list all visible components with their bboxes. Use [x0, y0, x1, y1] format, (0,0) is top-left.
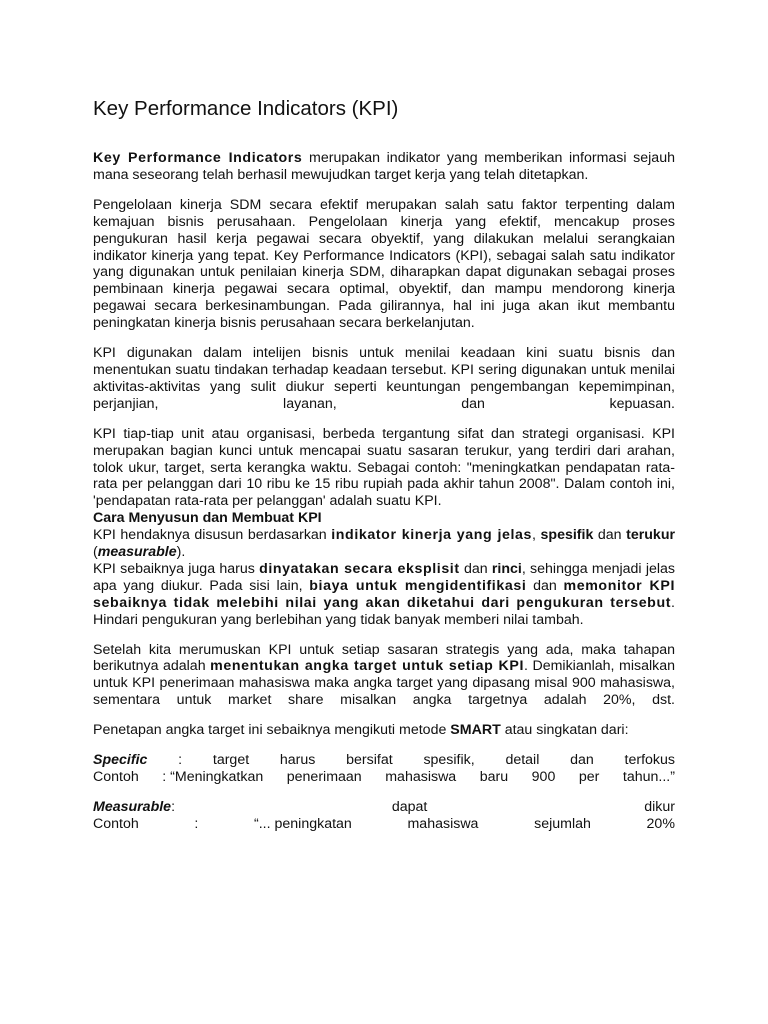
paragraph-smart: Penetapan angka target ini sebaiknya mengikuti metode SMART atau singkatan dari:	[93, 722, 629, 739]
specific-label: Specific	[93, 752, 148, 769]
paragraph-kpi-jelas: KPI hendaknya disusun berdasarkan indikator kinerja yang jelas, spesifik dan terukur (measurable).	[93, 527, 676, 561]
page-title: Key Performance Indicators (KPI)	[93, 97, 399, 120]
section-heading: Cara Menyusun dan Membuat KPI	[93, 510, 322, 527]
spacer	[93, 786, 675, 799]
measurable-example-line: Contoh : “... peningkatan mahasiswa sejumlah 20%	[93, 815, 675, 832]
document-body	[93, 150, 675, 833]
paragraph-angka-target: Setelah kita merumuskan KPI untuk setiap sasaran strategis yang ada, maka tahapan berikutnya adalah menentukan angka target untuk setiap KPI. Demikianlah, misalkan untuk KPI penerimaan mahasiswa maka angka target yang dipasang misal 900 mahasiswa, sementara untuk market share misalkan angka targetnya adalah 20%, dst.	[93, 641, 675, 709]
paragraph-pengelolaan: Pengelolaan kinerja SDM secara efektif merupakan salah satu faktor terpenting dalam kemajuan bisnis perusahaan. Pengelolaan kinerja yang efektif, mencakup proses pengukuran hasil kerja pegawai secara obyektif, yang dilakukan melalui serangkaian indikator kinerja yang tepat. Key Performance Indicators (KPI), sebagai salah satu indikator yang digunakan untuk penilaian kinerja SDM, diharapkan dapat digunakan sebagai proses pembinaan kinerja pegawai secara optimal, obyektif, dan mampu mendorong kinerja pegawai secara berkesinambungan. Pada gilirannya, hal ini juga akan ikut membantu peningkatan kinerja bisnis perusahaan secara berkelanjutan.	[93, 196, 675, 332]
measurable-label: Measurable	[93, 798, 172, 815]
paragraph-intelijen-bisnis: KPI digunakan dalam intelijen bisnis untuk menilai keadaan kini suatu bisnis dan menentukan suatu tindakan terhadap keadaan tersebut. KPI sering digunakan untuk menilai aktivitas-aktivitas yang sulit diukur seperti keuntungan pengembangan kepemimpinan, perjanjian, layanan, dan kepuasan.	[93, 345, 675, 412]
paragraph-unit-organisasi: KPI tiap-tiap unit atau organisasi, berbeda tergantung sifat dan strategi organisasi. KPI merupakan bagian kunci untuk mencapai suatu sasaran terukur, yang terdiri dari arahan, tolok ukur, target, serta kerangka waktu. Sebagai contoh: "meningkatkan pendapatan rata-rata per pelanggan dari 10 ribu ke 15 ribu rupiah pada akhir tahun 2008". Dalam contoh ini, 'pendapatan rata-rata per pelanggan' adalah suatu KPI.	[93, 425, 675, 510]
specific-example-line: Contoh : “Meningkatkan penerimaan mahasiswa baru 900 per tahun...”	[93, 769, 675, 785]
paragraph-kpi-definition: Key Performance Indicators merupakan indikator yang memberikan informasi sejauh mana seseorang telah berhasil mewujudkan target kerja yang telah ditetapkan.	[93, 150, 675, 183]
paragraph-kpi-eksplisit: KPI sebaiknya juga harus dinyatakan secara eksplisit dan rinci, sehingga menjadi jelas apa yang diukur. Pada sisi lain, biaya untuk mengidentifikasi dan memonitor KPI sebaiknya tidak melebihi nilai yang akan diketahui dari pengukuran tersebut. Hindari pengukuran yang berlebihan yang tidak banyak memberi nilai tambah.	[93, 560, 676, 628]
measurable-definition-line: Measurable: dapat dikur	[93, 798, 675, 815]
kpi-term-bold: Key Performance Indicators	[93, 150, 303, 166]
specific-definition-line: Specific : target harus bersifat spesifik, detail dan terfokus	[93, 752, 675, 769]
